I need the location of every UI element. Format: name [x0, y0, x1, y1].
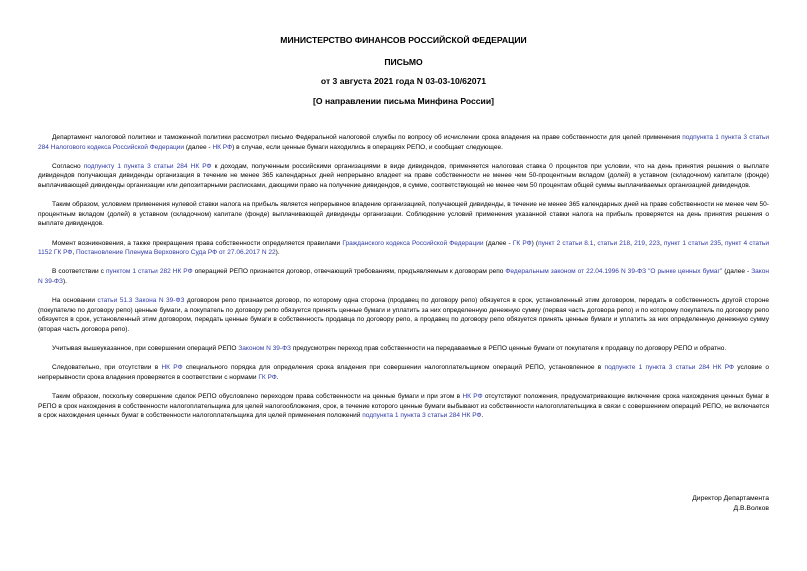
document-subject: [О направлении письма Минфина России] [313, 96, 494, 106]
paragraph-text: Таким образом, поскольку совершение сделок РЕПО обусловлено переходом права собственности на ценные бумаги и при этом в [52, 393, 463, 401]
legal-reference-link[interactable]: ГК РФ [258, 373, 277, 381]
paragraph-text: (далее - [483, 239, 513, 247]
legal-reference-link[interactable]: 223 [649, 239, 660, 247]
paragraph-text: Согласно [52, 162, 84, 170]
paragraph-text: предусмотрен переход прав собственности на передаваемые в РЕПО ценные бумаги от покупателя к продавцу по договору РЕПО и обратно. [291, 345, 727, 353]
document-type: ПИСЬМО [384, 57, 423, 67]
legal-reference-link[interactable]: пунктом 1 статьи 282 НК РФ [105, 268, 193, 276]
paragraph-text: Департамент налоговой политики и таможенной политики рассмотрел письмо Федеральной налоговой службы по вопросу об исчислении срока владения на праве собственности для целей применения [52, 134, 683, 141]
paragraph [38, 392, 769, 421]
paragraph-text: Следовательно, при отсутствии в [52, 364, 162, 372]
paragraph [38, 239, 769, 258]
signatory-name: Д.В.Волков [733, 505, 769, 512]
paragraph-text: (далее - [722, 268, 752, 276]
legal-reference-link[interactable]: подпункте 1 пункта 3 статьи 284 НК РФ [604, 364, 734, 372]
paragraph-text: , [630, 239, 635, 247]
paragraph [38, 344, 769, 354]
legal-reference-link[interactable]: подпункту 1 пункта 3 статьи 284 НК РФ [83, 162, 212, 170]
paragraph-text: условие о непрерывности срока владения проверяется в соответствии с нормами [38, 364, 769, 381]
legal-reference-link[interactable]: ГК РФ [512, 239, 532, 247]
legal-reference-link[interactable]: статьи 51.3 Закона N 39-ФЗ [97, 297, 185, 305]
paragraph-text: (далее - [184, 143, 213, 151]
document-date-number: от 3 августа 2021 года N 03-03-10/62071 [320, 76, 487, 86]
paragraph-text: , [659, 239, 664, 247]
legal-reference-link[interactable]: Закон N 39-ФЗ [38, 268, 769, 285]
legal-reference-link[interactable]: Постановление Пленума Верховного Суда РФ от 27.06.2017 N 22 [76, 249, 276, 257]
paragraph-text: . [276, 373, 279, 381]
paragraph [38, 267, 769, 286]
paragraph [38, 133, 769, 152]
paragraph-text: , [721, 239, 725, 247]
paragraph [38, 200, 769, 229]
signatory-position: Директор Департамента [692, 495, 769, 502]
paragraph [38, 162, 769, 191]
legal-reference-link[interactable]: пункт 4 статьи 1152 ГК РФ [38, 239, 769, 257]
legal-reference-link[interactable]: 219 [634, 239, 646, 247]
paragraph-text: , [593, 239, 598, 247]
paragraph [38, 363, 769, 382]
paragraph-text: . [481, 412, 484, 420]
legal-reference-link[interactable]: статьи 218 [597, 239, 631, 247]
legal-reference-link[interactable]: подпункта 1 пункта 3 статьи 284 НК РФ [362, 412, 482, 420]
legal-reference-link[interactable]: НК РФ [161, 364, 183, 372]
paragraph-text: , [645, 239, 650, 247]
paragraph-text: ). [62, 277, 67, 285]
paragraph-text: ) в случае, если ценные бумаги находились в операциях РЕПО, и сообщает следующее. [232, 143, 503, 151]
letter-body [38, 133, 769, 430]
paragraph-text: Таким образом, условием применения нулевой ставки налога на прибыль является непрерывное владение организацией, получающей дивиденды, в течение не менее 365 календарных дней на праве собственности не менее чем 50-процентным вкладом (долей) в уставном (складочном) капитале (фонде) выплачивающей дивиденды организации. Соблюдение условий применения указанной ставки налога на прибыль проверяется на день принятия решения о выплате дивидендов. [38, 201, 769, 228]
paragraph-text: Момент возникновения, а также прекращения права собственности определяется правилами [52, 239, 343, 247]
paragraph-text: операцией РЕПО признается договор, отвечающий требованиям, предъявляемым к договорам репо [192, 268, 506, 276]
paragraph-text: Учитывая вышеуказанное, при совершении операций РЕПО [52, 345, 239, 353]
paragraph-text: , [72, 249, 76, 257]
legal-reference-link[interactable]: Гражданского кодекса Российской Федерации [342, 239, 484, 247]
paragraph-text: ). [275, 249, 280, 257]
legal-reference-link[interactable]: НК РФ [462, 393, 483, 401]
paragraph-text: договором репо признается договор, по которому одна сторона (продавец по договору репо) обязуется в срок, установленный этим договором, передать в собственность другой стороне (покупателю по договору репо) ценные бумаги, а покупатель по договору репо обязуется принять ценные бумаги и уплатить за них определенную денежную сумму (первая часть договора репо) и по которому покупатель по договору репо обязуется в срок, установленный этим договором, передать ценные бумаги в собственность продавца по договору репо, а продавец по договору репо обязуется принять ценные бумаги и уплатить за них определенную денежную сумму (вторая часть договора репо). [38, 297, 769, 333]
paragraph-text: специального порядка для определения срока владения при совершении налогоплательщиком операций РЕПО, установленное в [182, 364, 605, 372]
legal-reference-link[interactable]: Законом N 39-ФЗ [238, 345, 292, 353]
paragraph-text: к доходам, полученным российскими организациями в виде дивидендов, применяется налоговая ставка 0 процентов при условии, что на день принятия решения о выплате дивидендов получающая дивиденды организация в течение не менее 365 календарных дней непрерывно владеет на праве собственности не менее чем 50-процентным вкладом (долей) в уставном (складочном) капитале (фонде) выплачивающей дивиденды организации или депозитарными расписками, дающими право на получение дивидендов, в сумме, соответствующей не менее чем 50 процентам общей суммы выплачиваемых организацией дивидендов. [38, 162, 769, 189]
ministry-title: МИНИСТЕРСТВО ФИНАНСОВ РОССИЙСКОЙ ФЕДЕРАЦИИ [280, 35, 527, 45]
signature-block [692, 494, 769, 514]
legal-reference-link[interactable]: Федеральным законом от 22.04.1996 N 39-ФЗ "О рынке ценных бумаг" [505, 268, 723, 276]
paragraph [38, 296, 769, 334]
legal-reference-link[interactable]: пункт 2 статьи 8.1 [538, 239, 594, 247]
paragraph-text: ) ( [531, 239, 539, 247]
paragraph-text: отсутствуют положения, предусматривающие включение срока нахождения ценных бумаг в РЕПО в срок нахождения в собственности налогоплательщика для целей налогообложения, срок, в течение которого ценные бумаги выбывают из собственности налогоплательщика в связи с совершением операций РЕПО, не включается в срок нахождения ценных бумаг в собственности налогоплательщика для целей применения положений [38, 393, 769, 420]
legal-reference-link[interactable]: пункт 1 статьи 235 [663, 239, 721, 247]
paragraph-text: В соответствии с [52, 268, 106, 276]
legal-reference-link[interactable]: подпункта 1 пункта 3 статьи 284 Налогового кодекса Российской Федерации [38, 134, 770, 151]
paragraph-text: На основании [52, 297, 98, 305]
legal-reference-link[interactable]: НК РФ [212, 143, 233, 151]
